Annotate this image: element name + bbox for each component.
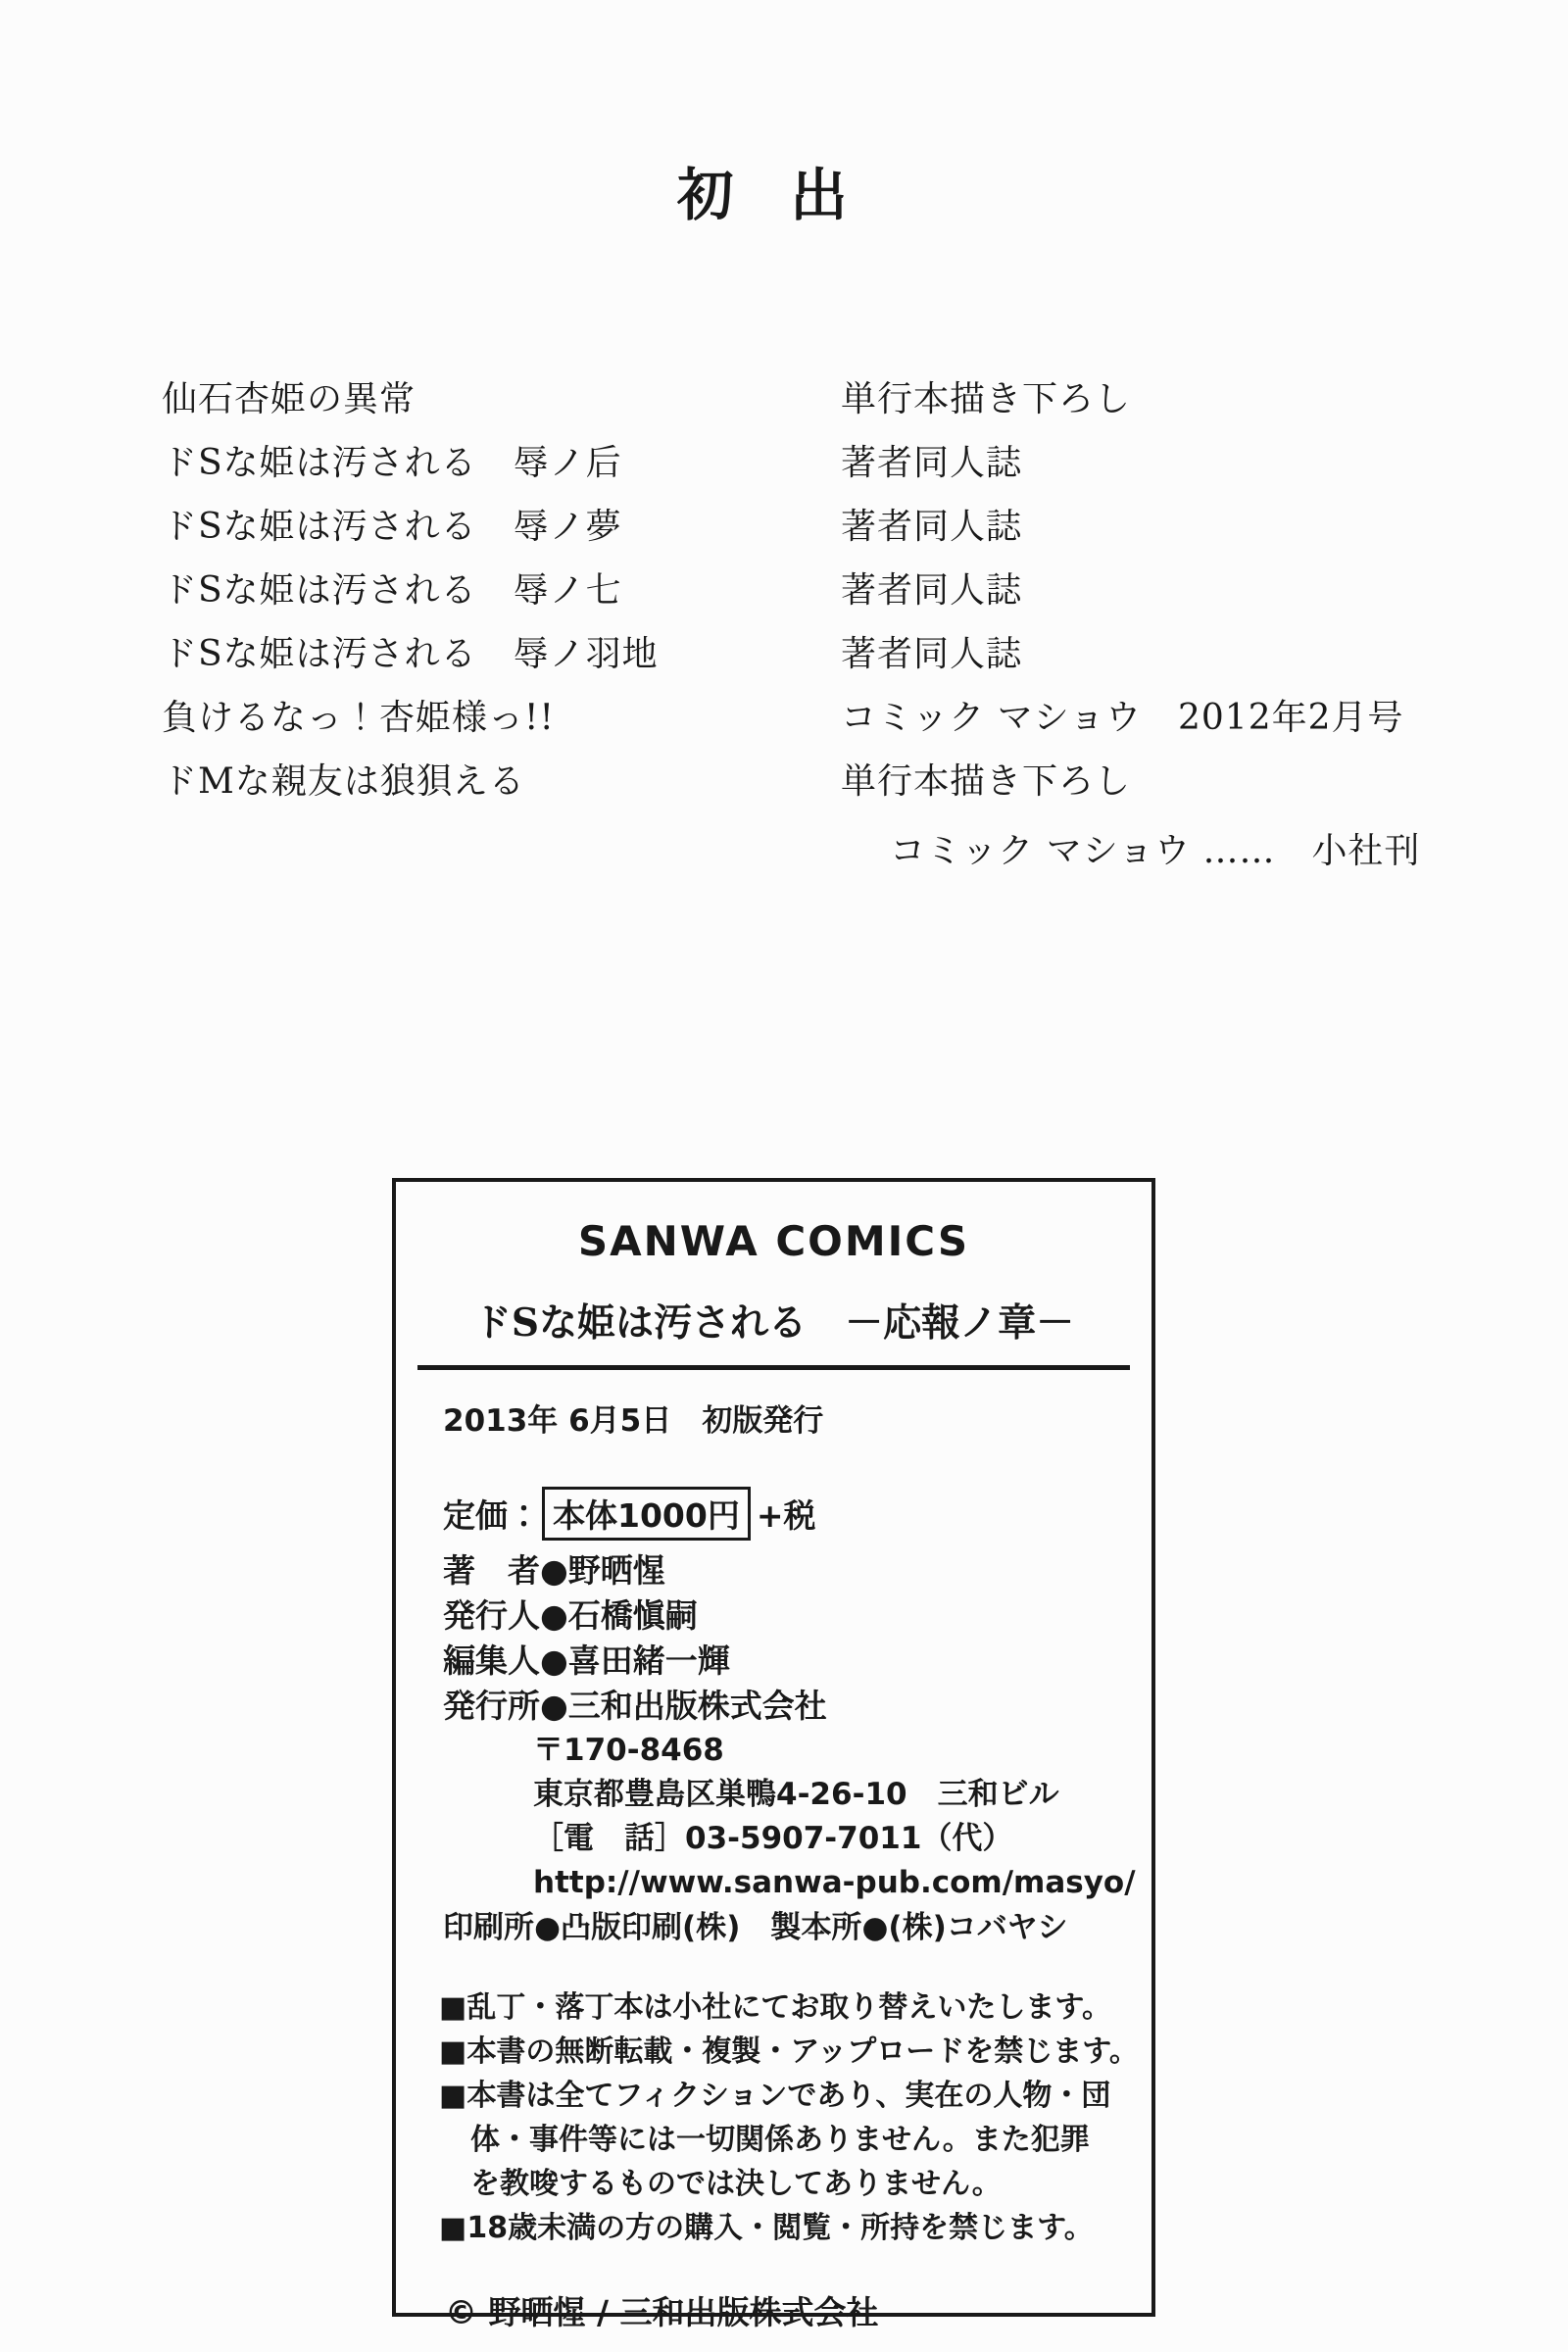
publisher-details <box>396 1729 1152 1905</box>
staff-row <box>443 1639 1152 1684</box>
staff-bullet-icon: ● <box>540 1551 568 1590</box>
credit-row <box>162 747 1436 810</box>
staff-row <box>443 1684 1152 1729</box>
credits-list <box>162 365 1436 810</box>
credit-row <box>162 492 1436 556</box>
staff-role: 発行人 <box>443 1596 540 1635</box>
credit-source: コミック マショウ 2012年2月号 <box>841 698 1404 738</box>
divider-rule <box>417 1365 1130 1370</box>
credit-title: 仙石杏姫の異常 <box>162 379 416 419</box>
notice-line: ■本書の無断転載・複製・アップロードを禁じます。 <box>439 2034 1139 2069</box>
credit-row <box>162 619 1436 683</box>
publisher-detail-line: 東京都豊島区巣鴨4-26-10 三和ビル <box>533 1777 1059 1812</box>
colophon-box <box>392 1178 1155 2331</box>
publisher-detail-line: ［電 話］03-5907-7011（代） <box>533 1821 1013 1856</box>
edition-date: 2013年 6月5日 初版発行 <box>443 1403 824 1439</box>
price-label: 定価： <box>443 1496 540 1535</box>
staff-name: 喜田緒一輝 <box>567 1642 730 1680</box>
credit-row <box>162 365 1436 428</box>
credit-row <box>162 683 1436 747</box>
notice-line: ■18歳未満の方の購入・閲覧・所持を禁じます。 <box>439 2211 1094 2245</box>
credit-source: 単行本描き下ろし <box>841 761 1132 802</box>
credit-source: 著者同人誌 <box>841 570 1023 611</box>
staff-role: 編集人 <box>443 1642 540 1680</box>
credit-title: ドSな姫は汚される 辱ノ夢 <box>162 507 622 547</box>
credit-row <box>162 556 1436 619</box>
notice-line: を教唆するものでは決してありません。 <box>470 2167 1002 2201</box>
credit-source: 単行本描き下ろし <box>841 379 1132 419</box>
credit-row <box>162 428 1436 492</box>
publisher-detail-line: http://www.sanwa-pub.com/masyo/ <box>533 1865 1136 1900</box>
credits-footnote: コミック マショウ …… 小社刊 <box>890 831 1421 871</box>
printing-line: 印刷所●凸版印刷(株) 製本所●(株)コバヤシ <box>443 1910 1068 1945</box>
notice <box>439 2030 1139 2074</box>
credit-title: ドMな親友は狼狽える <box>162 761 525 802</box>
brand-label: SANWA COMICS <box>577 1217 970 1265</box>
credit-title: ドSな姫は汚される 辱ノ后 <box>162 443 622 483</box>
price-line <box>443 1487 1152 1541</box>
staff-bullet-icon: ● <box>540 1596 568 1635</box>
price-tax-suffix: +税 <box>756 1496 816 1535</box>
staff-list <box>396 1548 1152 1729</box>
staff-role: 著 者 <box>443 1551 540 1590</box>
credit-title: ドSな姫は汚される 辱ノ七 <box>162 570 622 611</box>
staff-row <box>443 1548 1152 1593</box>
staff-name: 野晒惺 <box>567 1551 665 1590</box>
staff-row <box>443 1593 1152 1639</box>
notice-line: ■本書は全てフィクションであり、実在の人物・団 <box>439 2079 1111 2113</box>
credit-source: 著者同人誌 <box>841 634 1023 674</box>
staff-role: 発行所 <box>443 1687 540 1725</box>
notice <box>439 2074 1134 2206</box>
copyright-line: © 野晒惺 / 三和出版株式会社 <box>445 2293 879 2331</box>
notice <box>439 2206 1134 2250</box>
credit-title: 負けるなっ！杏姫様っ!! <box>162 698 555 738</box>
book-title: ドSな姫は汚される －応報ノ章－ <box>472 1300 1075 1346</box>
notice-line: 体・事件等には一切関係ありません。また犯罪 <box>470 2123 1090 2157</box>
staff-name: 石橋愼嗣 <box>567 1596 698 1635</box>
credit-source: 著者同人誌 <box>841 443 1023 483</box>
notice <box>439 1985 1134 2030</box>
notices-list <box>439 1985 1139 2250</box>
price-amount-box: 本体1000円 <box>542 1487 751 1541</box>
page-title: 初 出 <box>676 162 848 228</box>
staff-name: 三和出版株式会社 <box>567 1687 827 1725</box>
staff-bullet-icon: ● <box>540 1642 568 1680</box>
publisher-detail-line: 〒170-8468 <box>533 1733 724 1768</box>
staff-bullet-icon: ● <box>540 1687 568 1725</box>
credit-title: ドSな姫は汚される 辱ノ羽地 <box>162 634 659 674</box>
credit-source: 著者同人誌 <box>841 507 1023 547</box>
notice-line: ■乱丁・落丁本は小社にてお取り替えいたします。 <box>439 1990 1111 2025</box>
